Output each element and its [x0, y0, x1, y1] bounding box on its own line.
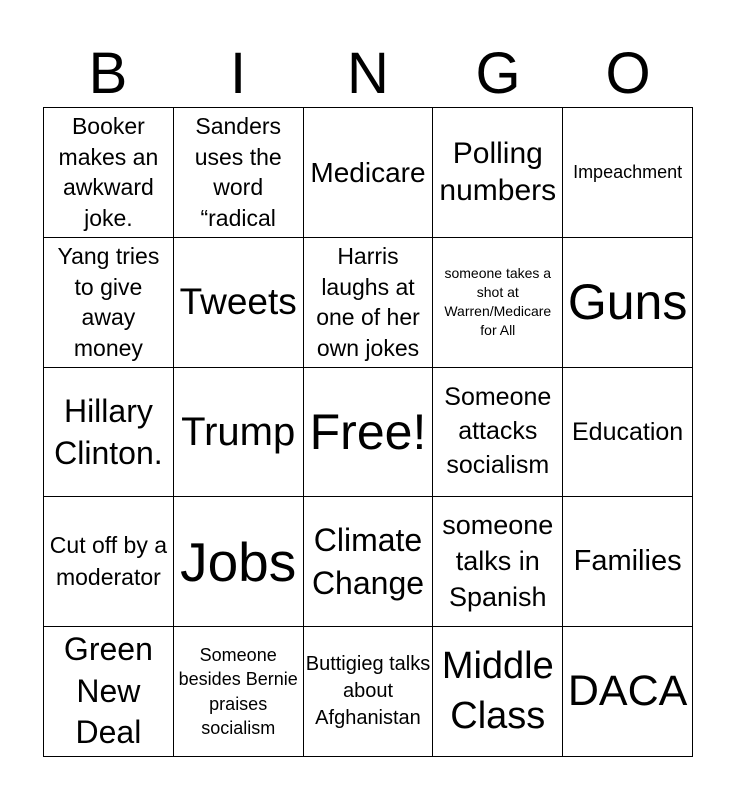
- bingo-cell[interactable]: [304, 238, 434, 368]
- bingo-header: [43, 40, 693, 108]
- bingo-cell-text: Tweets: [179, 281, 297, 322]
- bingo-cell-text: Guns: [567, 274, 688, 331]
- bingo-cell[interactable]: [433, 368, 563, 498]
- bingo-cell[interactable]: [174, 238, 304, 368]
- bingo-cell[interactable]: [44, 238, 174, 368]
- bingo-cell-text: Someone besides Bernie praises socialism: [178, 645, 298, 738]
- bingo-cell[interactable]: [174, 627, 304, 757]
- bingo-cell-text: Free!: [309, 403, 427, 460]
- bingo-cell-text: Medicare: [310, 156, 426, 188]
- bingo-cell-text: Trump: [181, 409, 296, 454]
- header-letter-i: I: [229, 41, 247, 106]
- bingo-cell[interactable]: [174, 108, 304, 238]
- bingo-cell-text: Hillary Clinton.: [54, 392, 163, 471]
- bingo-cell[interactable]: [304, 108, 434, 238]
- bingo-cell[interactable]: [174, 497, 304, 627]
- bingo-cell-text: Polling numbers: [439, 136, 557, 208]
- bingo-cell-text: Impeachment: [573, 161, 683, 182]
- bingo-cell-text: Someone attacks socialism: [444, 383, 552, 479]
- bingo-cell[interactable]: [563, 627, 693, 757]
- bingo-cell-text: someone talks in Spanish: [442, 509, 554, 612]
- bingo-cell[interactable]: [304, 627, 434, 757]
- header-letter-b: B: [88, 41, 128, 106]
- bingo-cell-text: Yang tries to give away money: [57, 243, 160, 361]
- bingo-cell[interactable]: [563, 108, 693, 238]
- bingo-cell[interactable]: [563, 368, 693, 498]
- bingo-cell[interactable]: [563, 497, 693, 627]
- bingo-cell-text: someone takes a shot at Warren/Medicare for All: [444, 265, 552, 339]
- bingo-cell-text: Cut off by a moderator: [49, 532, 167, 590]
- bingo-cell-text: Climate Change: [311, 522, 425, 601]
- bingo-cell[interactable]: [44, 627, 174, 757]
- bingo-cell[interactable]: [563, 238, 693, 368]
- bingo-cell[interactable]: [44, 108, 174, 238]
- bingo-cell[interactable]: [304, 497, 434, 627]
- bingo-cell-text: Middle Class: [441, 645, 554, 737]
- bingo-cell-text: Buttigieg talks about Afghanistan: [305, 653, 431, 730]
- header-letter-o: O: [605, 41, 651, 106]
- bingo-cell[interactable]: [304, 368, 434, 498]
- bingo-board: [43, 107, 693, 757]
- bingo-cell-text: Green New Deal: [63, 631, 153, 751]
- bingo-cell-text: DACA: [567, 666, 688, 715]
- header-letter-g: G: [475, 41, 521, 106]
- bingo-cell[interactable]: [433, 497, 563, 627]
- bingo-cell[interactable]: [44, 497, 174, 627]
- bingo-cell-text: Families: [573, 545, 682, 578]
- bingo-cell[interactable]: [433, 108, 563, 238]
- header-letter-n: N: [347, 41, 389, 106]
- bingo-cell-text: Booker makes an awkward joke.: [58, 113, 159, 231]
- bingo-cell[interactable]: [433, 238, 563, 368]
- bingo-cell-text: Education: [571, 417, 684, 446]
- bingo-cell[interactable]: [44, 368, 174, 498]
- bingo-cell[interactable]: [433, 627, 563, 757]
- bingo-cell[interactable]: [174, 368, 304, 498]
- bingo-cell-text: Sanders uses the word “radical: [194, 113, 282, 231]
- bingo-cell-text: Jobs: [180, 530, 297, 593]
- bingo-cell-text: Harris laughs at one of her own jokes: [316, 243, 420, 361]
